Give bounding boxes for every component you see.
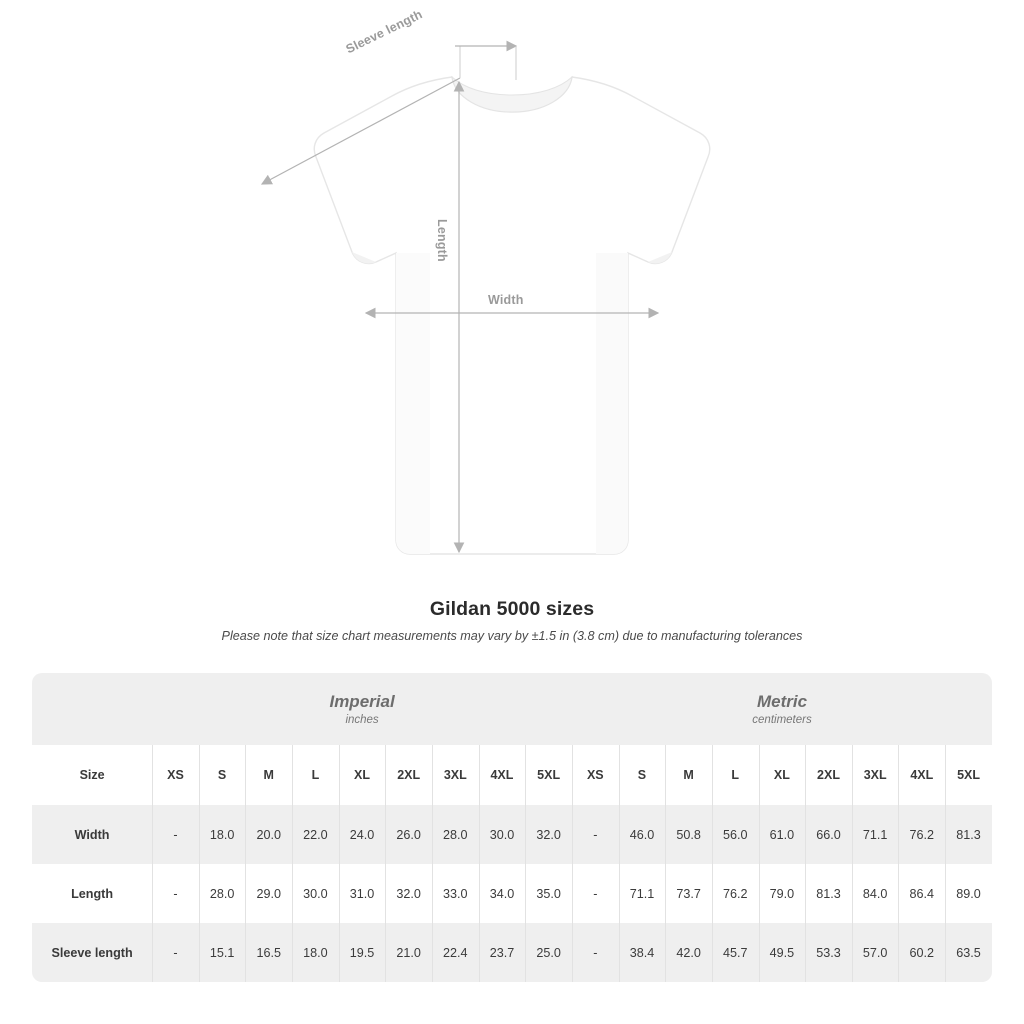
cell-width-metric-4xl: 76.2: [898, 805, 945, 864]
size-header-cell-imperial-2xl: 2XL: [385, 745, 432, 805]
cell-width-imperial-l: 22.0: [292, 805, 339, 864]
size-header-cell-imperial-xl: XL: [339, 745, 386, 805]
sleeve-length-label: Sleeve length: [343, 7, 425, 57]
cell-width-metric-5xl: 81.3: [945, 805, 992, 864]
size-header-label: Size: [32, 745, 152, 805]
cell-length-metric-l: 76.2: [712, 864, 759, 923]
cell-length-imperial-xs: -: [152, 864, 199, 923]
size-header-cell-metric-3xl: 3XL: [852, 745, 899, 805]
cell-length-metric-4xl: 86.4: [898, 864, 945, 923]
system-name-imperial: Imperial: [329, 691, 395, 711]
size-header-cell-imperial-4xl: 4XL: [479, 745, 526, 805]
system-header-row: [32, 673, 992, 745]
cell-width-metric-3xl: 71.1: [852, 805, 899, 864]
table-row: [32, 923, 992, 982]
cell-sleeve-metric-s: 38.4: [619, 923, 666, 982]
cell-length-imperial-xl: 31.0: [339, 864, 386, 923]
cell-sleeve-metric-m: 42.0: [665, 923, 712, 982]
cell-sleeve-metric-l: 45.7: [712, 923, 759, 982]
cell-sleeve-imperial-xl: 19.5: [339, 923, 386, 982]
size-header-cell-imperial-xs: XS: [152, 745, 199, 805]
cell-width-imperial-2xl: 26.0: [385, 805, 432, 864]
cell-length-imperial-s: 28.0: [199, 864, 246, 923]
length-label: Length: [435, 215, 449, 266]
system-unit-metric: centimeters: [752, 714, 812, 727]
cell-sleeve-metric-4xl: 60.2: [898, 923, 945, 982]
cell-length-imperial-m: 29.0: [245, 864, 292, 923]
size-header-row: [32, 745, 992, 805]
cell-sleeve-metric-xs: -: [572, 923, 619, 982]
cell-length-metric-xl: 79.0: [759, 864, 806, 923]
cell-width-metric-l: 56.0: [712, 805, 759, 864]
cell-length-imperial-2xl: 32.0: [385, 864, 432, 923]
cell-width-metric-m: 50.8: [665, 805, 712, 864]
cell-sleeve-metric-3xl: 57.0: [852, 923, 899, 982]
size-header-cell-imperial-m: M: [245, 745, 292, 805]
size-header-cell-imperial-l: L: [292, 745, 339, 805]
size-header-cell-imperial-5xl: 5XL: [525, 745, 572, 805]
table-row: [32, 805, 992, 864]
cell-sleeve-imperial-5xl: 25.0: [525, 923, 572, 982]
cell-width-imperial-3xl: 28.0: [432, 805, 479, 864]
size-header-cell-metric-4xl: 4XL: [898, 745, 945, 805]
cell-width-metric-s: 46.0: [619, 805, 666, 864]
cell-length-imperial-4xl: 34.0: [479, 864, 526, 923]
tshirt-shape: [314, 77, 709, 554]
size-header-cell-metric-2xl: 2XL: [805, 745, 852, 805]
cell-length-imperial-3xl: 33.0: [432, 864, 479, 923]
size-header-cell-metric-xs: XS: [572, 745, 619, 805]
system-name-metric: Metric: [756, 691, 808, 711]
cell-width-metric-2xl: 66.0: [805, 805, 852, 864]
cell-sleeve-imperial-2xl: 21.0: [385, 923, 432, 982]
cell-sleeve-metric-2xl: 53.3: [805, 923, 852, 982]
system-unit-imperial: inches: [345, 714, 379, 727]
size-header-cell-metric-5xl: 5XL: [945, 745, 992, 805]
cell-width-imperial-4xl: 30.0: [479, 805, 526, 864]
cell-sleeve-imperial-3xl: 22.4: [432, 923, 479, 982]
cell-length-metric-m: 73.7: [665, 864, 712, 923]
row-label-width: Width: [32, 805, 152, 864]
chart-heading: [0, 598, 1024, 643]
cell-length-metric-3xl: 84.0: [852, 864, 899, 923]
cell-length-metric-s: 71.1: [619, 864, 666, 923]
size-header-cell-metric-s: S: [619, 745, 666, 805]
size-header-cell-metric-xl: XL: [759, 745, 806, 805]
cell-sleeve-metric-xl: 49.5: [759, 923, 806, 982]
cell-sleeve-imperial-4xl: 23.7: [479, 923, 526, 982]
cell-width-imperial-s: 18.0: [199, 805, 246, 864]
cell-length-imperial-l: 30.0: [292, 864, 339, 923]
cell-sleeve-imperial-m: 16.5: [245, 923, 292, 982]
cell-width-metric-xs: -: [572, 805, 619, 864]
size-header-cell-imperial-s: S: [199, 745, 246, 805]
size-header-cell-imperial-3xl: 3XL: [432, 745, 479, 805]
cell-sleeve-imperial-xs: -: [152, 923, 199, 982]
row-label-sleeve-length: Sleeve length: [32, 923, 152, 982]
cell-sleeve-imperial-s: 15.1: [199, 923, 246, 982]
cell-length-metric-5xl: 89.0: [945, 864, 992, 923]
cell-length-imperial-5xl: 35.0: [525, 864, 572, 923]
width-label: Width: [484, 293, 528, 307]
size-header-cell-metric-l: L: [712, 745, 759, 805]
cell-sleeve-imperial-l: 18.0: [292, 923, 339, 982]
tolerance-note: Please note that size chart measurements may vary by ±1.5 in (3.8 cm) due to manufacturing tolerances: [221, 629, 803, 643]
cell-length-metric-xs: -: [572, 864, 619, 923]
cell-width-metric-xl: 61.0: [759, 805, 806, 864]
size-table-wrap: [32, 673, 992, 982]
system-header-metric: [572, 673, 992, 745]
system-header-imperial: [152, 673, 572, 745]
cell-width-imperial-5xl: 32.0: [525, 805, 572, 864]
system-header-spacer: [32, 673, 152, 745]
cell-width-imperial-xl: 24.0: [339, 805, 386, 864]
cell-length-metric-2xl: 81.3: [805, 864, 852, 923]
size-header-cell-metric-m: M: [665, 745, 712, 805]
row-label-length: Length: [32, 864, 152, 923]
cell-width-imperial-xs: -: [152, 805, 199, 864]
size-chart-table: [32, 673, 992, 982]
cell-width-imperial-m: 20.0: [245, 805, 292, 864]
page-title: Gildan 5000 sizes: [429, 598, 595, 620]
table-row: [32, 864, 992, 923]
cell-sleeve-metric-5xl: 63.5: [945, 923, 992, 982]
